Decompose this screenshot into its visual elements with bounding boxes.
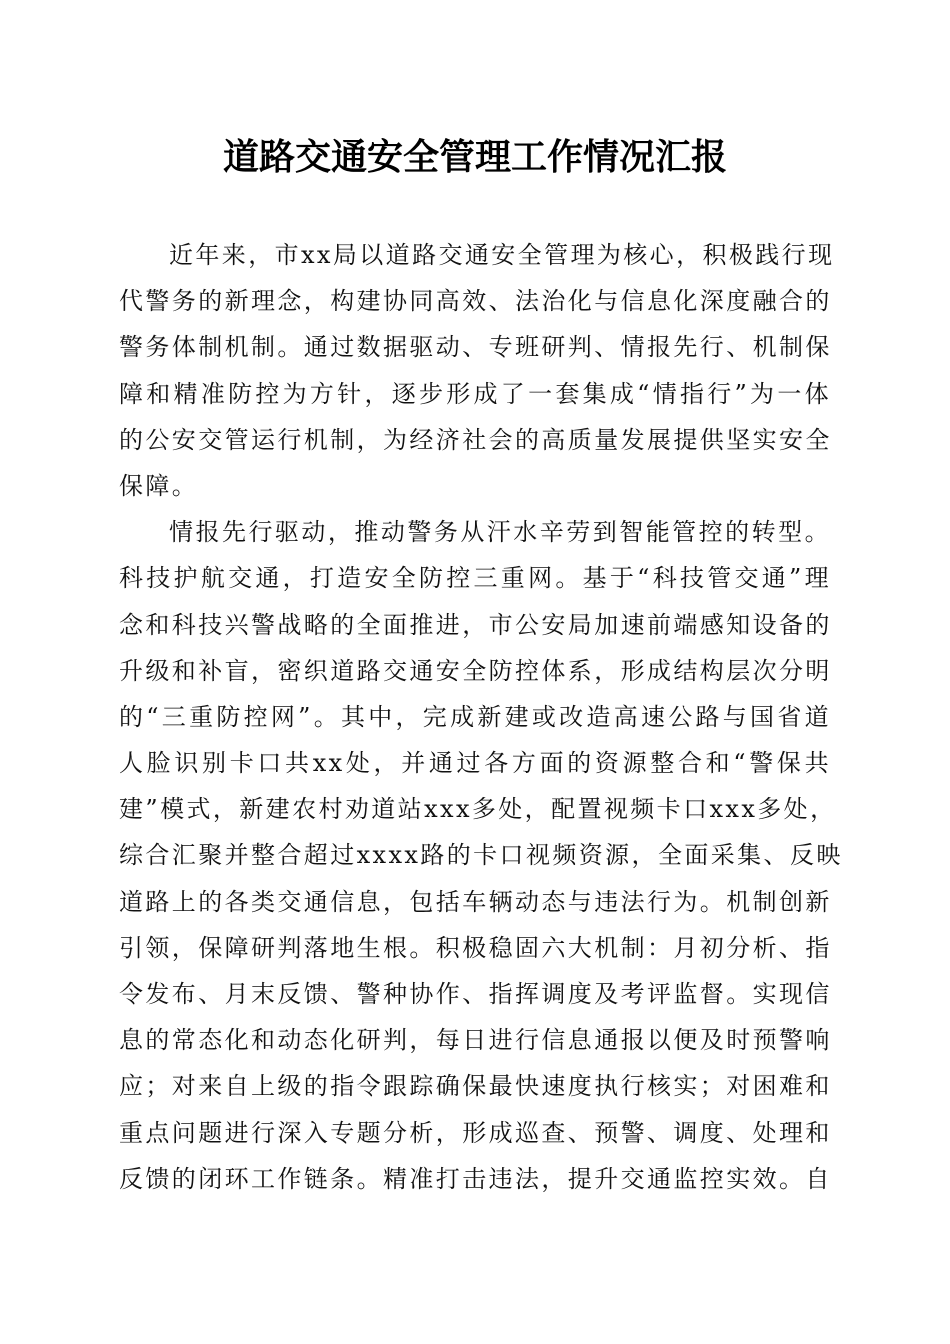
paragraph-line: 保障。 <box>119 471 199 500</box>
paragraph-line: 近年来，市xx局以道路交通安全管理为核心，积极践行现 <box>169 241 835 269</box>
paragraph-line: 息的常态化和动态化研判，每日进行信息通报以便及时预警响 <box>119 1026 832 1055</box>
paragraph-line: 综合汇聚并整合超过xxxx路的卡口视频资源，全面采集、反映 <box>119 841 843 870</box>
paragraph-line: 令发布、月末反馈、警种协作、指挥调度及考评监督。实现信 <box>119 980 832 1008</box>
paragraph-1 <box>119 232 835 509</box>
paragraph-line: 引领，保障研判落地生根。积极稳固六大机制：月初分析、指 <box>119 933 832 962</box>
paragraph-line: 代警务的新理念，构建协同高效、法治化与信息化深度融合的 <box>119 287 832 316</box>
paragraph-line: 警务体制机制。通过数据驱动、专班研判、情报先行、机制保 <box>119 333 832 362</box>
paragraph-line: 念和科技兴警战略的全面推进，市公安局加速前端感知设备的 <box>119 610 832 639</box>
paragraph-line: 反馈的闭环工作链条。精准打击违法，提升交通监控实效。自 <box>119 1164 832 1193</box>
paragraph-line: 的公安交管运行机制，为经济社会的高质量发展提供坚实安全 <box>119 425 832 454</box>
paragraph-line: 情报先行驱动，推动警务从汗水辛劳到智能管控的转型。 <box>169 518 831 547</box>
paragraph-line: 的“三重防控网”。其中，完成新建或改造高速公路与国省道 <box>119 702 831 731</box>
paragraph-line: 道路上的各类交通信息，包括车辆动态与违法行为。机制创新 <box>119 887 832 916</box>
paragraph-line: 应；对来自上级的指令跟踪确保最快速度执行核实；对困难和 <box>119 1072 832 1101</box>
document-title: 道路交通安全管理工作情况汇报 <box>222 136 727 178</box>
paragraph-line: 障和精准防控为方针，逐步形成了一套集成“情指行”为一体 <box>119 379 831 408</box>
paragraph-line: 升级和补盲，密织道路交通安全防控体系，形成结构层次分明 <box>119 656 832 685</box>
paragraph-line: 建”模式，新建农村劝道站xxx多处，配置视频卡口xxx多处， <box>119 795 837 824</box>
paragraph-2 <box>119 509 843 1202</box>
document-body <box>119 232 843 1202</box>
paragraph-line: 重点问题进行深入专题分析，形成巡查、预警、调度、处理和 <box>119 1118 832 1147</box>
paragraph-line: 科技护航交通，打造安全防控三重网。基于“科技管交通”理 <box>119 564 831 593</box>
paragraph-line: 人脸识别卡口共xx处，并通过各方面的资源整合和“警保共 <box>119 749 831 778</box>
